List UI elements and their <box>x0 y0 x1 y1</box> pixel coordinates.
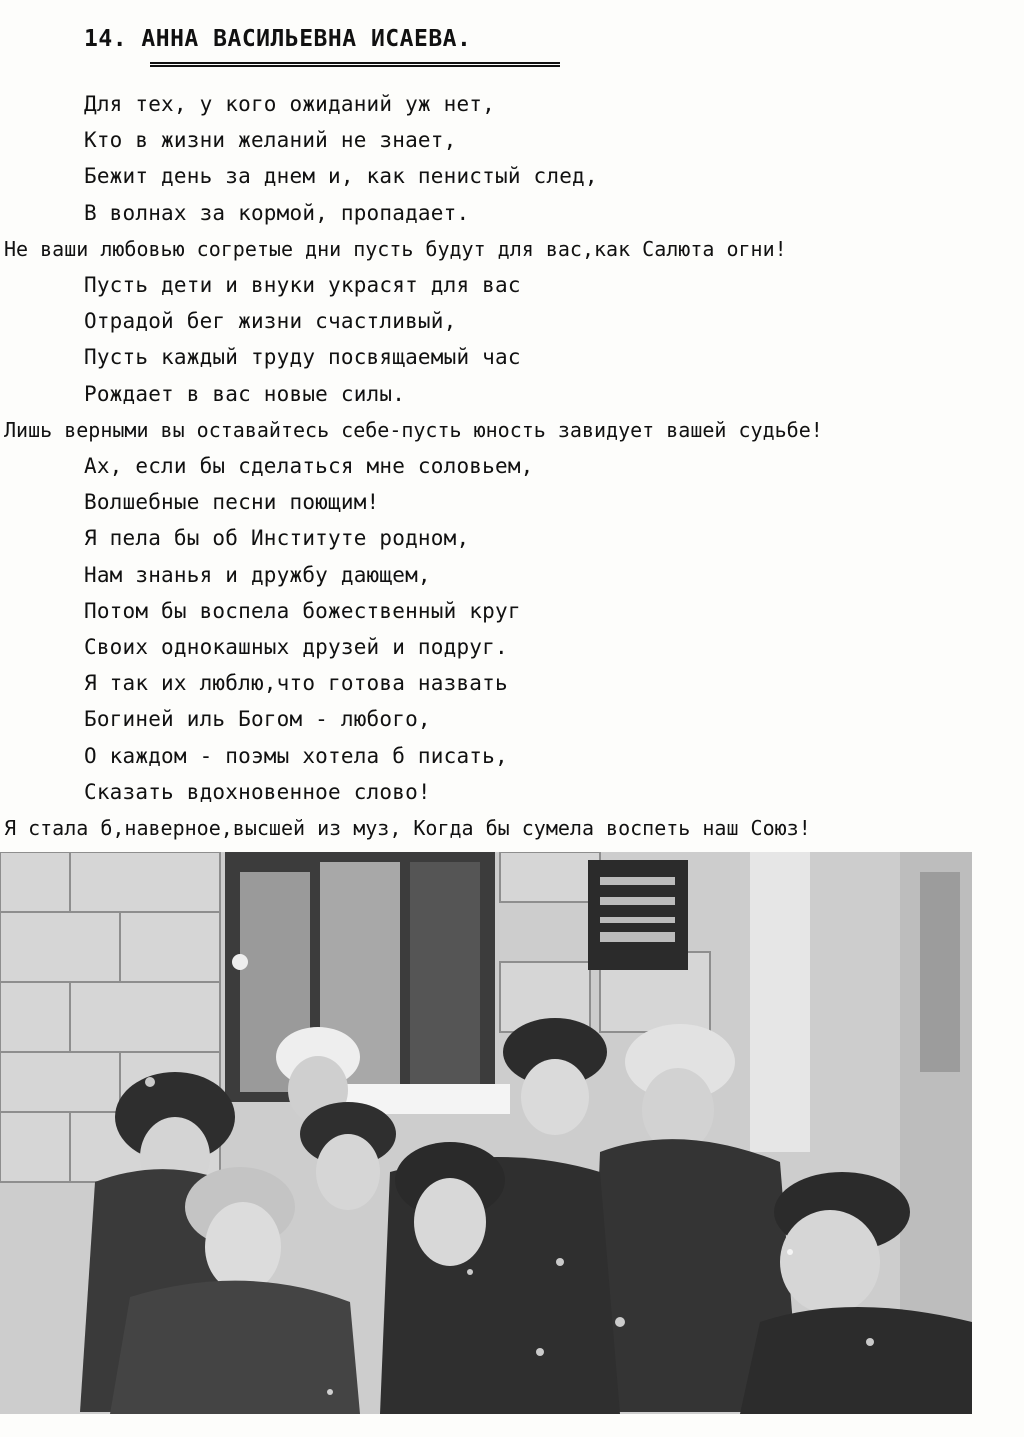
poem-line: Потом бы воспела божественный круг <box>84 599 521 623</box>
poem-line: О каждом - поэмы хотела б писать, <box>84 744 508 768</box>
poem-line: Бежит день за днем и, как пенистый след, <box>84 164 598 188</box>
poem-line: Кто в жизни желаний не знает, <box>84 128 457 152</box>
poem-refrain-line: Лишь верными вы оставайтесь себе-пусть юность завидует вашей судьбе! <box>4 418 823 442</box>
poem-line: Богиней иль Богом - любого, <box>84 707 431 731</box>
poem-line: Рождает в вас новые силы. <box>84 382 406 406</box>
poem-line: Отрадой бег жизни счастливый, <box>84 309 457 333</box>
poem-line: Нам знанья и дружбу дающем, <box>84 563 431 587</box>
poem-line: Сказать вдохновенное слово! <box>84 780 431 804</box>
poem-line: Своих однокашных друзей и подруг. <box>84 635 508 659</box>
poem-line: Волшебные песни поющим! <box>84 490 380 514</box>
title-underline <box>150 62 560 67</box>
photo-image <box>0 852 972 1414</box>
poem-line: В волнах за кормой, пропадает. <box>84 201 470 225</box>
poem-refrain-line: Я стала б,наверное,высшей из муз, Когда бы сумела воспеть наш Союз! <box>4 816 811 840</box>
poem-line: Пусть каждый труду посвящаемый час <box>84 345 521 369</box>
poem-refrain-line: Не ваши любовью согретые дни пусть будут для вас,как Салюта огни! <box>4 237 787 261</box>
poem-line: Для тех, у кого ожиданий уж нет, <box>84 92 495 116</box>
poem-line: Я так их люблю,что готова назвать <box>84 671 508 695</box>
group-photo <box>0 852 972 1414</box>
page-title: 14. АННА ВАСИЛЬЕВНА ИСАЕВА. <box>84 26 472 52</box>
poem-line: Я пела бы об Институте родном, <box>84 526 470 550</box>
poem-line: Ах, если бы сделаться мне соловьем, <box>84 454 534 478</box>
poem-line: Пусть дети и внуки украсят для вас <box>84 273 521 297</box>
